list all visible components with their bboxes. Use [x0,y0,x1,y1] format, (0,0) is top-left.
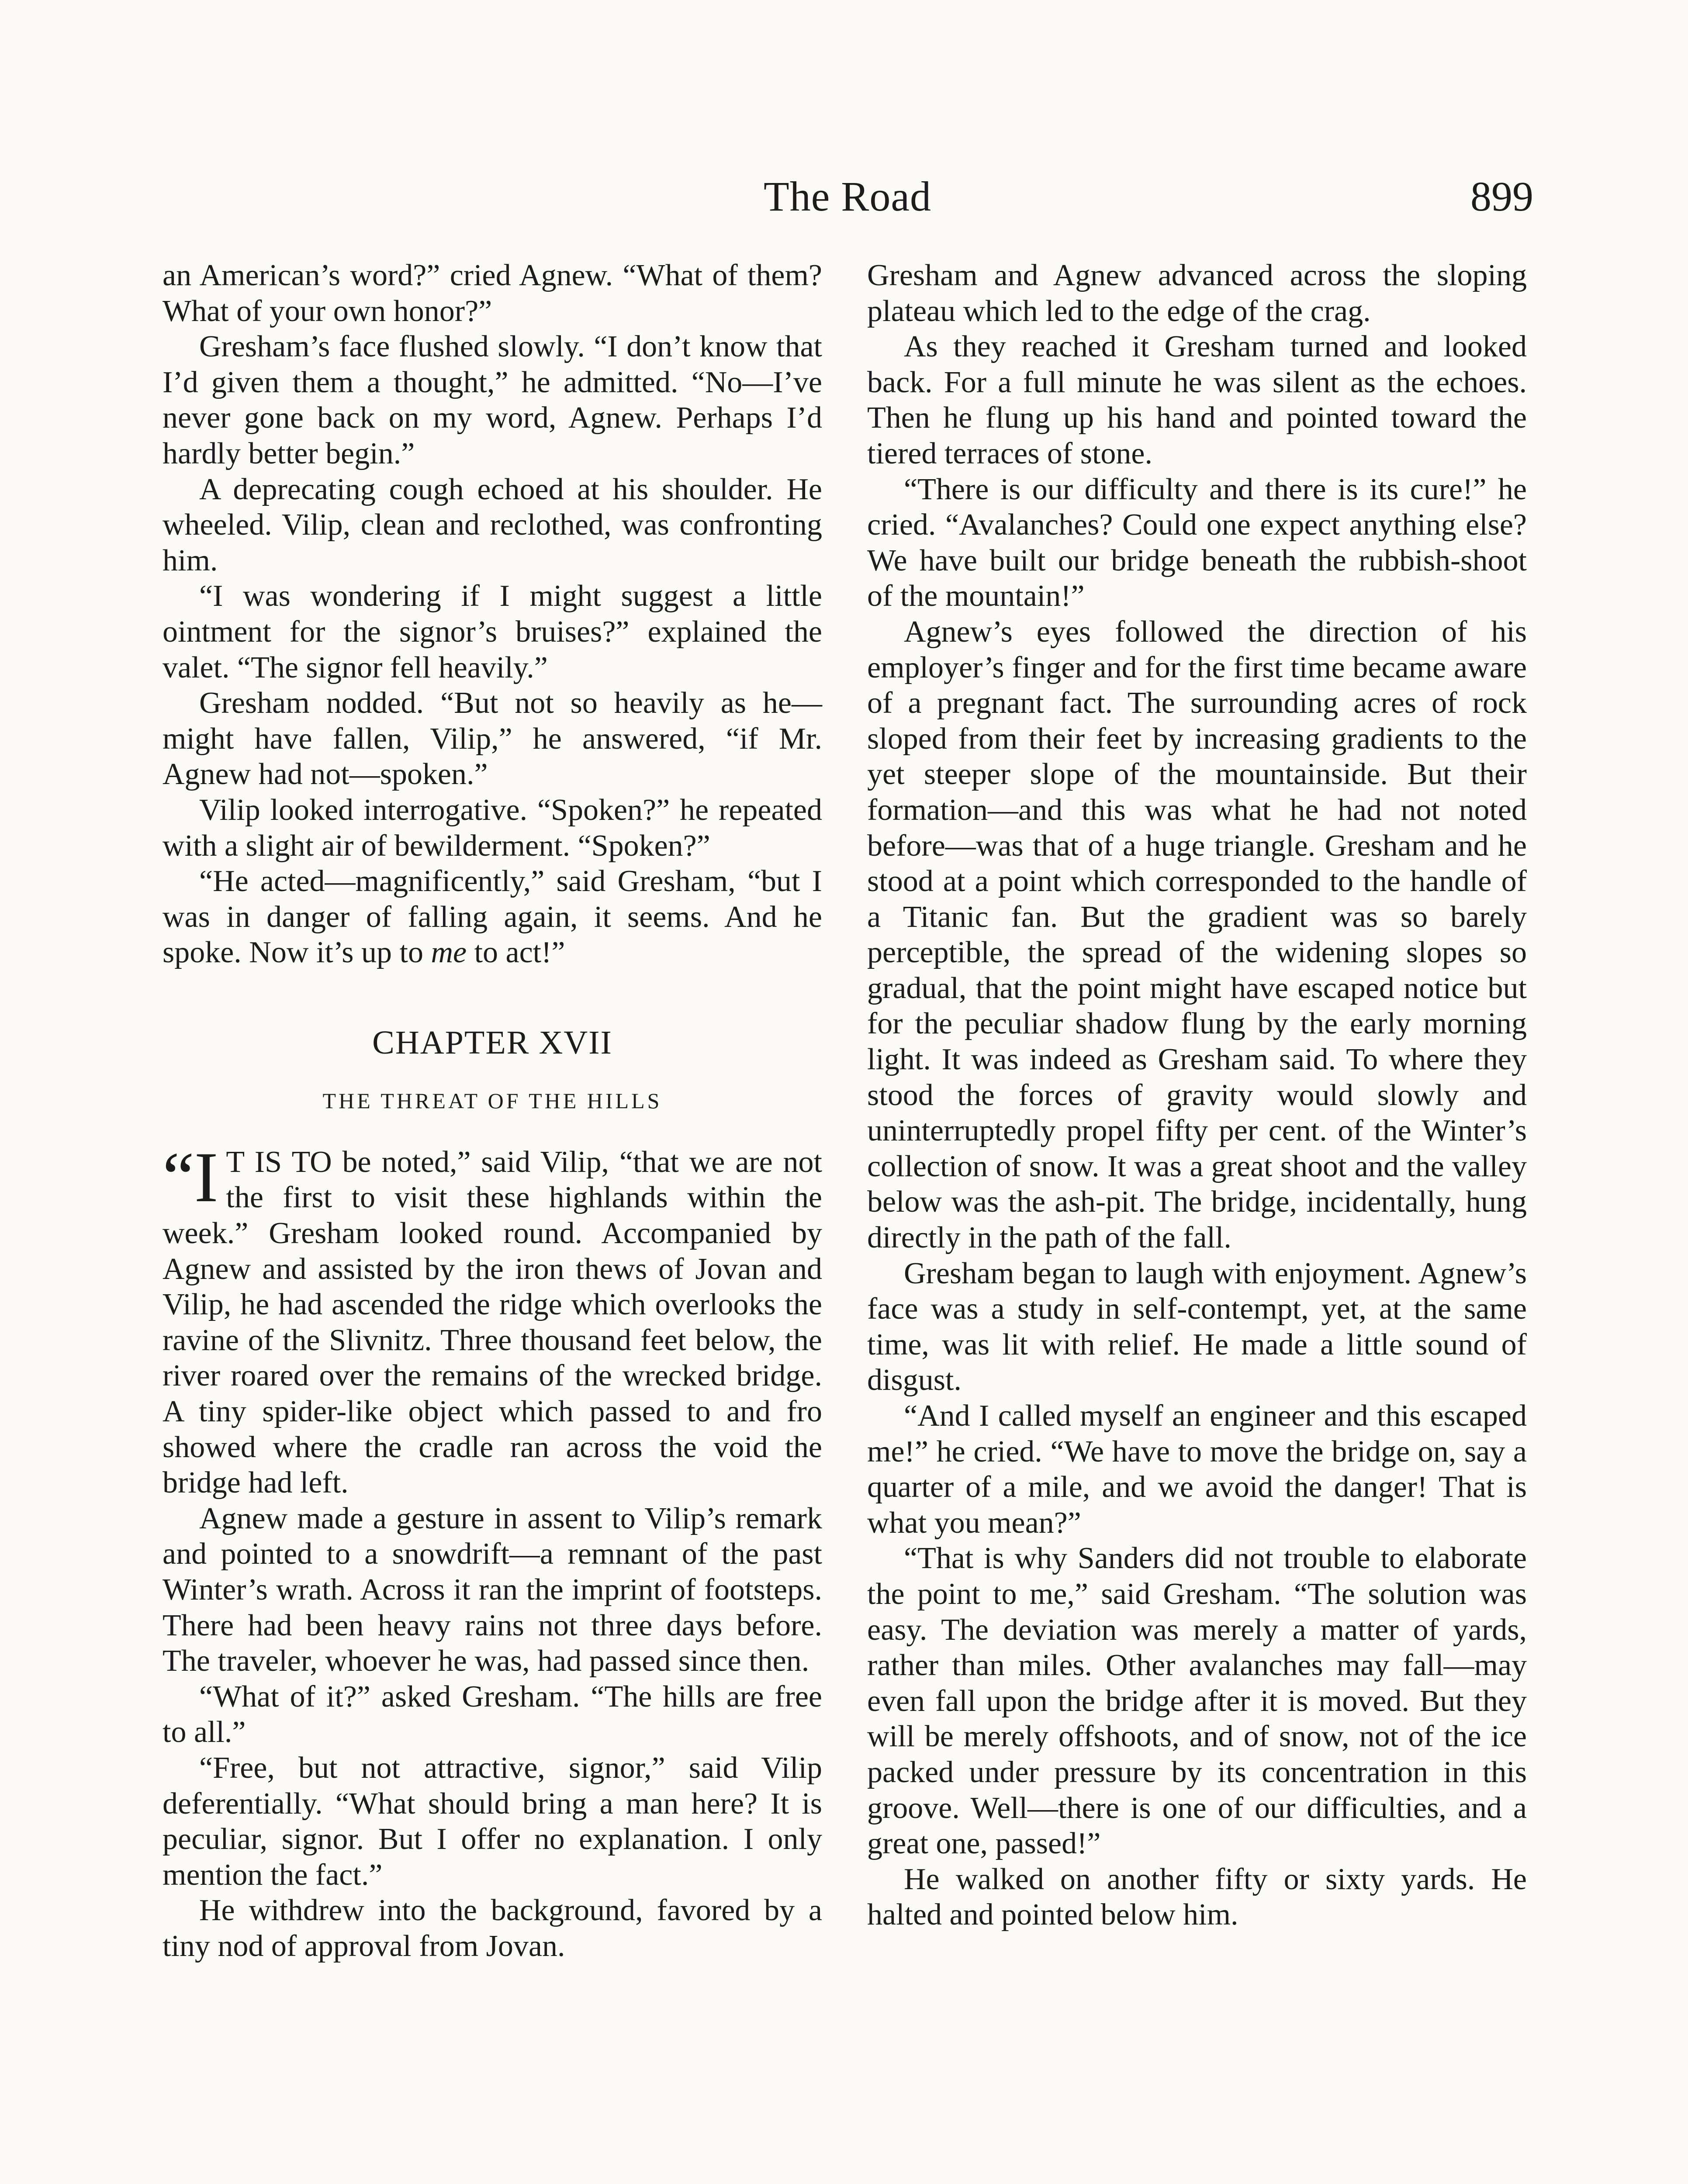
paragraph: As they reached it Gresham turned and looked back. For a full minute he was silent as the echoes. Then he flung up his hand and pointed toward the tiered terraces of stone. [867,330,1527,470]
running-title: The Road [764,173,931,220]
drop-cap-letter: I [194,1137,218,1217]
paragraph-text: to act!” [467,936,565,970]
paragraph: A deprecating cough echoed at his shoulder. He wheeled. Vilip, clean and reclothed, was confronting him. [163,472,822,577]
paragraph: He withdrew into the background, favored by a tiny nod of approval from Jovan. [163,1894,822,1963]
emphasized-word: me [431,936,467,970]
left-column [163,258,822,1964]
chapter-subtitle: THE THREAT OF THE HILLS [322,1088,662,1113]
page-header [162,166,1533,227]
paragraph: “There is our difficulty and there is its cure!” he cried. “Avalanches? Could one expect anything else? We have built our bridge beneath the rubbish-shoot of the mountain!” [867,472,1527,613]
paragraph-text: T IS TO be noted,” said Vilip, “that we are not the first to visit these highlands within the week.” Gresham looked round. Accompanied by Agnew and assisted by the iron thews of Jovan and Vilip, he had ascended the ridge which overlooks the ravine of the Slivnitz. Three thousand feet below, the river roared over the remains of the wrecked bridge. A tiny spider-like object which passed to and fro showed where the cradle ran across the void the bridge had left. [163,1145,822,1500]
paragraph: Gresham nodded. “But not so heavily as he—might have fallen, Vilip,” he answered, “if Mr. Agnew had not—spoken.” [163,686,822,791]
page-number: 899 [1470,173,1533,220]
paragraph: “Free, but not attractive, signor,” said Vilip deferentially. “What should bring a man here? It is peculiar, signor. But I offer no explanation. I only mention the fact.” [163,1751,822,1892]
paragraph: Vilip looked interrogative. “Spoken?” he repeated with a slight air of bewilderment. “Spoken?” [163,793,822,863]
paragraph: an American’s word?” cried Agnew. “What of them? What of your own honor?” [163,259,822,328]
paragraph: Gresham began to laugh with enjoyment. Agnew’s face was a study in self-contempt, yet, at the same time, was lit with relief. He made a little sound of disgust. [867,1256,1527,1397]
paragraph: Agnew made a gesture in assent to Vilip’s remark and pointed to a snowdrift—a remnant of the past Winter’s wrath. Across it ran the imprint of footsteps. There had been heavy rains not three days before. The traveler, whoever he was, had passed since then. [163,1501,822,1678]
right-column [867,258,1527,1933]
drop-cap-quote: “ [163,1137,194,1217]
paragraph: Agnew’s eyes followed the direction of his employer’s finger and for the first time became aware of a pregnant fact. The surrounding acres of rock sloped from their feet by increasing gradients to the yet steeper slope of the mountainside. But their formation—and this was what he had not noted before—was that of a huge triangle. Gresham and he stood at a point which corresponded to the handle of a Titanic fan. But the gradient was so barely perceptible, the spread of the widening slopes so gradual, that the point might have escaped notice but for the peculiar shadow flung by the early morning light. It was indeed as Gresham said. To where they stood the forces of gravity would slowly and uninterruptedly propel fifty per cent. of the Winter’s collection of snow. It was a great shoot and the valley below was the ash-pit. The bridge, incidentally, hung directly in the path of the fall. [867,615,1527,1255]
drop-cap [163,1137,218,1217]
paragraph [163,864,822,971]
paragraph: “And I called myself an engineer and this escaped me!” he cried. “We have to move the bridge on, say a quarter of a mile, and we avoid the danger! That is what you mean?” [867,1399,1527,1540]
paragraph: Gresham and Agnew advanced across the sloping plateau which led to the edge of the crag. [867,259,1527,328]
paragraph-text: “He acted—magnificently,” said Gresham, “but I was in danger of falling again, it seems. And he spoke. Now it’s up to [163,864,822,970]
paragraph: “I was wondering if I might suggest a little ointment for the signor’s bruises?” explained the valet. “The signor fell heavily.” [163,579,822,684]
paragraph: “That is why Sanders did not trouble to elaborate the point to me,” said Gresham. “The solution was easy. The deviation was merely a matter of yards, rather than miles. Other avalanches may fall—may even fall upon the bridge after it is moved. But they will be merely offshoots, and of snow, not of the ice packed under pressure by its concentration in this groove. Well—there is one of our difficulties, and a great one, passed!” [867,1541,1527,1861]
chapter-heading: CHAPTER XVII [372,1024,612,1061]
paragraph: Gresham’s face flushed slowly. “I don’t know that I’d given them a thought,” he admitted. “No—I’ve never gone back on my word, Agnew. Perhaps I’d hardly better begin.” [163,330,822,470]
chapter-opening-paragraph [163,1137,822,1501]
paragraph: “What of it?” asked Gresham. “The hills are free to all.” [163,1679,822,1749]
paragraph: He walked on another fifty or sixty yards. He halted and pointed below him. [867,1862,1527,1932]
